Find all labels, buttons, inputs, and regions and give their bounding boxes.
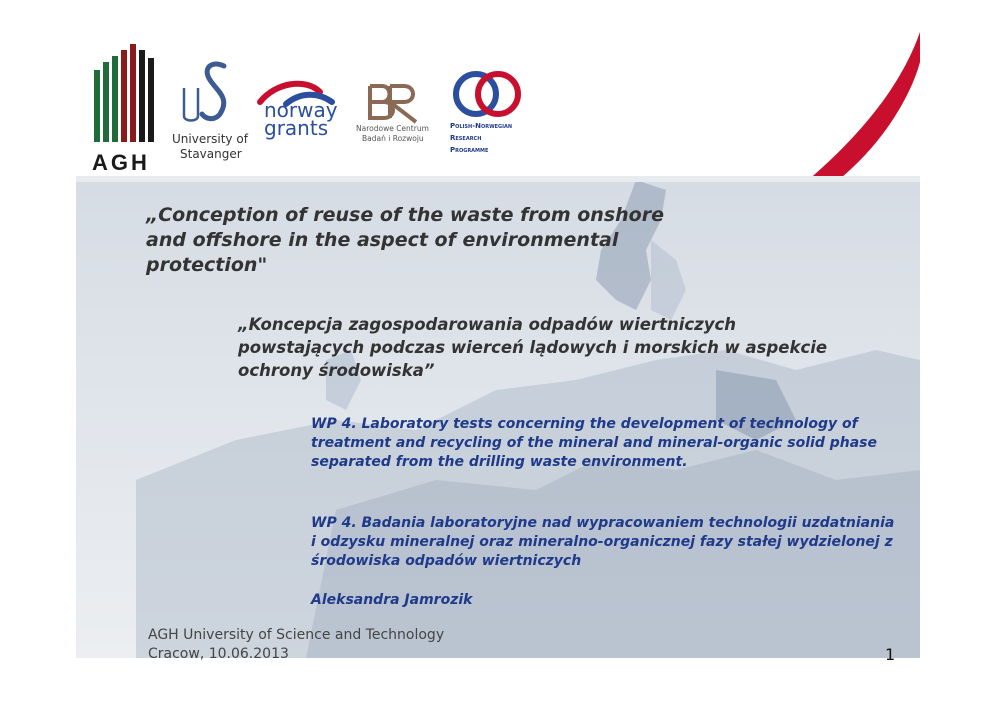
affiliation-place-date: Cracow, 10.06.2013 xyxy=(148,646,289,662)
author-name: Aleksandra Jamrozik xyxy=(311,592,473,608)
uis-line-1: University of xyxy=(172,132,248,146)
page-number: 1 xyxy=(885,645,896,664)
agh-emblem-icon xyxy=(90,42,162,152)
title-polish: „Koncepcja zagospodarowania odpadów wiertniczych powstających podczas wierceń lądowych i morskich w aspekcie ochrony środowiska” xyxy=(238,315,828,380)
norway-line-1: norway xyxy=(264,98,338,122)
pnrp-line-3: Programme xyxy=(450,146,489,154)
pnrp-line-2: Research xyxy=(450,134,482,142)
agh-logo xyxy=(90,42,162,177)
ncbr-line-2: Badań i Rozwoju xyxy=(362,134,424,143)
ncbr-emblem-icon xyxy=(356,82,426,124)
uis-emblem-icon xyxy=(172,58,242,126)
uis-line-2: Stavanger xyxy=(180,147,242,161)
work-package-polish: WP 4. Badania laboratoryjne nad wypracowaniem technologii uzdatniania i odzysku mineralnej oraz mineralno-organicznej fazy stałej wydzielonej z środowiska odpadów wiertniczych xyxy=(311,515,895,569)
pnrp-line-1: Polish-Norwegian xyxy=(450,122,513,130)
affiliation-institution: AGH University of Science and Technology xyxy=(148,627,445,643)
affiliation xyxy=(148,626,444,664)
agh-logo-text: AGH xyxy=(92,150,150,175)
title-english: „Conception of reuse of the waste from onshore and offshore in the aspect of environmental protection" xyxy=(146,204,664,276)
work-package-english: WP 4. Laboratory tests concerning the development of technology of treatment and recycling of the mineral and mineral-organic solid phase separated from the drilling waste environment. xyxy=(311,416,877,470)
pnrp-rings-icon xyxy=(450,70,530,118)
ncbr-line-1: Narodowe Centrum xyxy=(356,124,429,133)
pnrp-logo xyxy=(450,70,560,162)
norway-grants-logo xyxy=(256,78,352,148)
ncbr-logo xyxy=(356,82,448,152)
uis-logo xyxy=(172,58,252,168)
norway-line-2: grants xyxy=(264,116,329,140)
